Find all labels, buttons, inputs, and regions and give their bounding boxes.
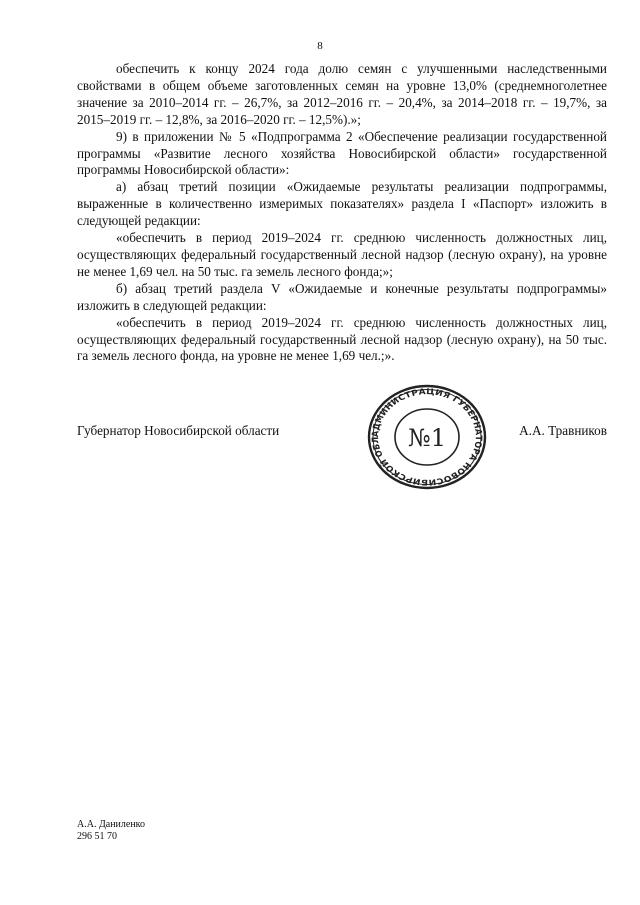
paragraph-item-9: 9) в приложении № 5 «Подпрограмма 2 «Обеспечение реализации государственной программы «Развитие лесного хозяйства Новосибирской области» государственной программы Новосибирской области»: xyxy=(77,128,607,178)
signatory-name: А.А. Травников xyxy=(519,423,607,438)
paragraph-item-b: б) абзац третий раздела V «Ожидаемые и конечные результаты подпрограммы» изложить в следующей редакции: xyxy=(77,280,607,313)
paragraph-seed-target: обеспечить к концу 2024 года долю семян с улучшенными наследственными свойствами в общем объеме заготовленных семян на уровне 13,0% (среднемноголетнее значение за 2010–2014 гг. – 26,7%, за 2012–2016 гг. – 20,4%, за 2014–2018 гг. – 19,7%, за 2015–2019 гг. – 12,8%, за 2016–2020 гг. – 12,5%).»; xyxy=(77,61,607,127)
footer-phone: 296 51 70 xyxy=(77,831,117,842)
paragraph-quote-a: «обеспечить в период 2019–2024 гг. среднюю численность должностных лиц, осуществляющих федеральный государственный лесной надзор (лесную охрану), на уровне не менее 1,69 чел. на 50 тыс. га земель лесного фонда;»; xyxy=(77,230,607,279)
signatory-position: Губернатор Новосибирской области xyxy=(77,423,280,438)
page-number: 8 xyxy=(317,40,323,52)
seal-ring-text: АДМИНИСТРАЦИЯ ГУБЕРНАТОРА НОВОСИБИРСКОЙ ОБЛ xyxy=(370,387,484,487)
official-seal-stamp xyxy=(364,382,490,492)
footer-author: А.А. Даниленко xyxy=(77,819,146,830)
footer-contact xyxy=(77,819,145,843)
paragraph-quote-b: «обеспечить в период 2019–2024 гг. среднюю численность должностных лиц, осуществляющих федеральный государственный лесной надзор (лесную охрану), на 50 тыс. га земель лесного фонда, на уровне не менее 1,69 чел.;». xyxy=(77,314,607,364)
seal-center-number: №1 xyxy=(408,424,446,452)
document-body xyxy=(77,61,607,365)
paragraph-item-a: а) абзац третий позиции «Ожидаемые результаты реализации подпрограммы, выраженные в количественно измеримых показателях» раздела I «Паспорт» изложить в следующей редакции: xyxy=(77,179,607,229)
signature-block xyxy=(77,423,607,443)
